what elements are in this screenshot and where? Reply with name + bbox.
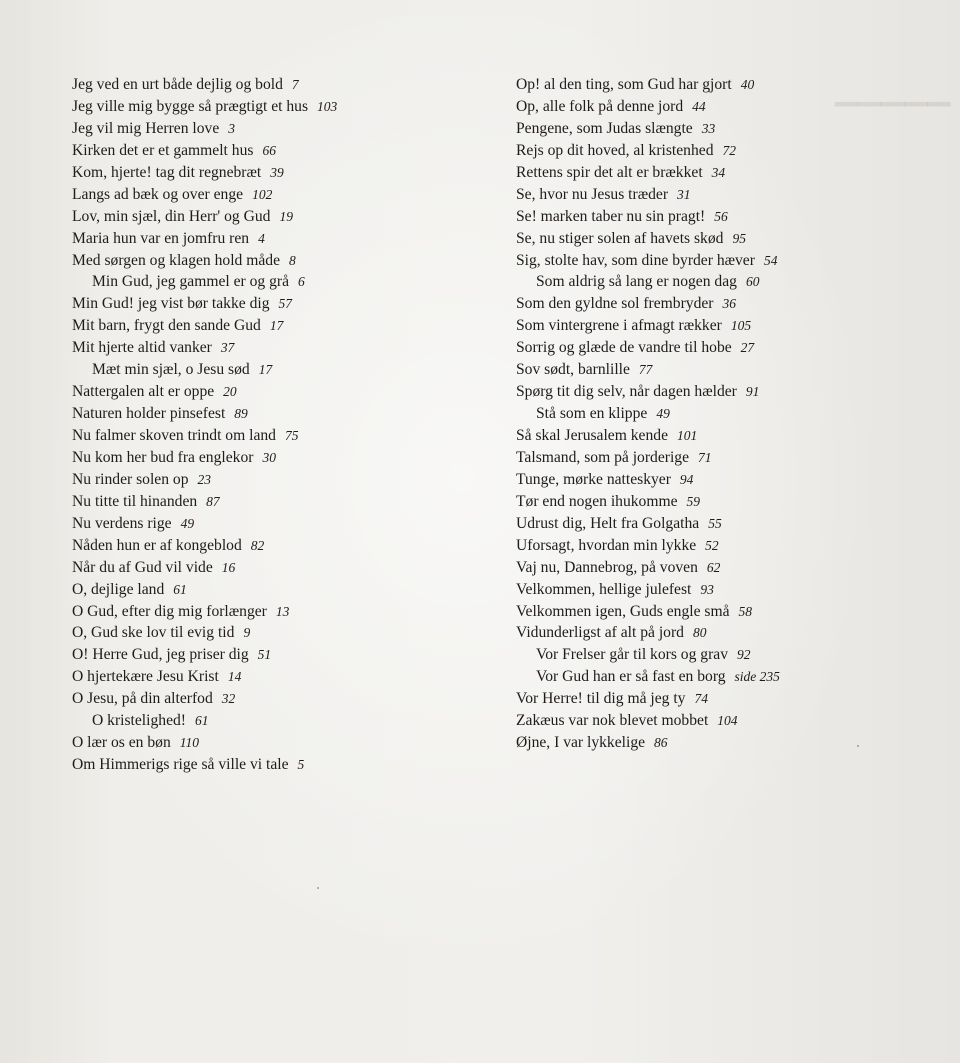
entry-title: Nattergalen alt er oppe (72, 383, 215, 401)
index-entry (72, 337, 337, 359)
index-entry (72, 732, 337, 754)
index-entry (516, 403, 780, 425)
entry-title: O Jesu, på din alterfod (72, 690, 213, 708)
entry-title: Uforsagt, hvordan min lykke (516, 536, 697, 554)
entry-title: Langs ad bæk og over enge (72, 185, 244, 203)
entry-page-number: 57 (278, 296, 292, 312)
entry-page-number: 75 (284, 428, 299, 443)
entry-page-number: 61 (173, 581, 187, 597)
entry-page-number: 20 (223, 384, 237, 400)
entry-page-number: 23 (197, 471, 211, 487)
entry-page-number: 110 (179, 735, 200, 751)
index-entry (72, 579, 337, 601)
entry-page-number: 82 (250, 537, 265, 553)
entry-page-number: 17 (269, 318, 284, 334)
entry-title: Udrust dig, Helt fra Golgatha (516, 514, 700, 532)
index-entry (72, 250, 337, 272)
entry-title: Vor Gud han er så fast en borg (536, 668, 726, 686)
index-entry (72, 293, 337, 315)
entry-page-number: 49 (656, 406, 670, 422)
entry-title: Kom, hjerte! tag dit regnebræt (72, 163, 262, 181)
entry-title: Nu verdens rige (72, 514, 172, 532)
entry-page-number: 33 (701, 120, 716, 136)
index-entry (72, 447, 337, 469)
entry-title: Pengene, som Judas slængte (516, 119, 693, 137)
index-entry (516, 579, 780, 601)
entry-title: O Gud, efter dig mig forlænger (72, 602, 267, 620)
entry-page-number: 93 (700, 581, 714, 597)
index-entry (72, 206, 337, 228)
index-column-right (516, 74, 780, 754)
entry-page-number: 77 (638, 362, 653, 378)
entry-title: Så skal Jerusalem kende (516, 427, 668, 444)
index-entry (72, 425, 337, 447)
entry-page-number: 32 (221, 691, 236, 707)
index-entry (516, 271, 780, 293)
entry-page-number: 51 (257, 647, 272, 663)
entry-page-number: 27 (740, 340, 755, 356)
entry-title: Velkommen, hellige julefest (516, 580, 692, 598)
entry-page-number: 56 (714, 208, 728, 224)
index-entry (72, 513, 337, 535)
index-entry (516, 206, 780, 228)
entry-page-number: 71 (698, 449, 712, 465)
entry-title: O lær os en bøn (72, 734, 171, 752)
entry-page-number: 14 (227, 669, 242, 685)
entry-page-number: side 235 (734, 669, 780, 685)
entry-page-number: 16 (221, 559, 236, 575)
index-entry (516, 140, 780, 162)
entry-title: O hjertekære Jesu Krist (72, 668, 219, 686)
entry-page-number: 4 (258, 230, 265, 246)
entry-title: Nu rinder solen op (72, 470, 189, 488)
entry-page-number: 103 (317, 98, 338, 114)
entry-page-number: 30 (262, 449, 276, 465)
entry-page-number: 74 (694, 691, 708, 707)
index-entry (72, 644, 337, 666)
entry-title: Nu falmer skoven trindt om land (72, 427, 276, 444)
index-entry (72, 162, 337, 184)
entry-page-number: 89 (234, 406, 248, 422)
index-entry (72, 118, 337, 140)
entry-title: Jeg vil mig Herren love (72, 119, 220, 137)
entry-page-number: 55 (708, 515, 722, 531)
entry-page-number: 61 (194, 713, 209, 729)
entry-title: Vaj nu, Dannebrog, på voven (516, 558, 698, 576)
entry-page-number: 3 (228, 120, 235, 136)
index-entry (516, 74, 780, 96)
entry-title: Mæt min sjæl, o Jesu sød (92, 361, 250, 379)
entry-title: Når du af Gud vil vide (72, 558, 213, 576)
entry-page-number: 87 (206, 493, 220, 509)
entry-page-number: 59 (686, 493, 701, 509)
entry-title: Nu kom her bud fra englekor (72, 448, 254, 466)
entry-title: Nåden hun er af kongeblod (72, 536, 242, 554)
index-entry (72, 140, 337, 162)
entry-title: Naturen holder pinsefest (72, 405, 226, 423)
index-entry (72, 381, 337, 403)
entry-title: Vidunderligst af alt på jord (516, 624, 684, 642)
entry-title: Stå som en klippe (536, 405, 648, 423)
index-entry (516, 644, 780, 666)
index-entry (516, 250, 780, 272)
entry-page-number: 9 (243, 625, 251, 641)
entry-title: Kirken det er et gammelt hus (72, 141, 254, 159)
entry-page-number: 34 (711, 164, 726, 180)
entry-page-number: 80 (692, 625, 707, 641)
index-entry (516, 447, 780, 469)
entry-title: Tør end nogen ihukomme (516, 492, 678, 510)
entry-title: O kristelighed! (92, 712, 186, 730)
index-entry (72, 359, 337, 381)
entry-title: Sov sødt, barnlille (516, 361, 630, 379)
entry-page-number: 37 (220, 340, 235, 356)
entry-page-number: 72 (722, 142, 736, 158)
index-entry (72, 557, 337, 579)
entry-page-number: 62 (706, 559, 721, 575)
entry-page-number: 8 (289, 252, 296, 268)
entry-page-number: 19 (279, 208, 293, 224)
entry-title: Nu titte til hinanden (72, 492, 198, 510)
entry-title: O, dejlige land (72, 580, 165, 598)
entry-title: Øjne, I var lykkelige (516, 734, 646, 752)
entry-title: Jeg ville mig bygge så prægtigt et hus (72, 97, 309, 115)
index-entry (72, 710, 337, 732)
entry-title: Om Himmerigs rige så ville vi tale (72, 756, 289, 774)
entry-title: Rejs op dit hoved, al kristenhed (516, 141, 714, 159)
entry-title: Se, nu stiger solen af havets skød (516, 229, 724, 247)
index-entry (516, 96, 780, 118)
entry-page-number: 101 (677, 428, 698, 443)
index-entry (516, 162, 780, 184)
index-entry (516, 228, 780, 250)
entry-page-number: 31 (677, 186, 691, 202)
index-entry (72, 469, 337, 491)
paper-fleck (857, 745, 859, 747)
entry-title: Op, alle folk på denne jord (516, 97, 684, 115)
entry-title: Min Gud, jeg gammel er og grå (92, 273, 290, 291)
entry-page-number: 91 (745, 384, 760, 400)
entry-page-number: 95 (732, 230, 746, 246)
entry-page-number: 7 (291, 77, 299, 92)
index-entry (72, 601, 337, 623)
entry-page-number: 6 (298, 274, 305, 290)
index-entry (516, 381, 780, 403)
entry-title: Jeg ved en urt både dejlig og bold (72, 76, 283, 93)
index-entry (72, 184, 337, 206)
entry-title: Sorrig og glæde de vandre til hobe (516, 339, 732, 357)
show-through-heading: ▁▁▁▁▁ (835, 73, 951, 106)
index-column-left (72, 74, 337, 776)
entry-page-number: 17 (258, 362, 273, 378)
entry-page-number: 39 (270, 164, 284, 180)
entry-page-number: 49 (180, 515, 195, 531)
index-entry (516, 359, 780, 381)
index-entry (72, 491, 337, 513)
entry-page-number: 54 (763, 252, 778, 268)
entry-title: Velkommen igen, Guds engle små (516, 602, 730, 620)
entry-title: Rettens spir det alt er brækket (516, 163, 703, 181)
entry-title: Vor Herre! til dig må jeg ty (516, 690, 686, 708)
index-entry (516, 535, 780, 557)
index-entry (516, 688, 780, 710)
entry-title: Mit barn, frygt den sande Gud (72, 317, 261, 335)
index-entry (516, 710, 780, 732)
entry-title: Som vintergrene i afmagt rækker (516, 317, 722, 335)
index-entry (72, 688, 337, 710)
index-entry (516, 491, 780, 513)
index-entry (72, 96, 337, 118)
entry-page-number: 105 (730, 318, 752, 334)
entry-title: Min Gud! jeg vist bør takke dig (72, 295, 270, 313)
index-entry (516, 622, 780, 644)
entry-title: Mit hjerte altid vanker (72, 339, 212, 357)
entry-title: Maria hun var en jomfru ren (72, 229, 250, 247)
entry-page-number: 86 (654, 735, 668, 751)
entry-title: Op! al den ting, som Gud har gjort (516, 76, 732, 93)
entry-page-number: 66 (262, 142, 276, 158)
index-entry (516, 557, 780, 579)
entry-page-number: 52 (705, 537, 719, 553)
entry-title: Som den gyldne sol frembryder (516, 295, 714, 313)
entry-title: Vor Frelser går til kors og grav (536, 646, 728, 664)
index-entry (72, 622, 337, 644)
entry-page-number: 13 (275, 603, 290, 619)
entry-page-number: 44 (692, 98, 706, 114)
index-entry (72, 666, 337, 688)
entry-page-number: 58 (738, 603, 753, 619)
entry-title: Med sørgen og klagen hold måde (72, 251, 281, 269)
index-entry (516, 666, 780, 688)
entry-title: O! Herre Gud, jeg priser dig (72, 646, 249, 664)
entry-title: Tunge, mørke natteskyer (516, 470, 671, 488)
index-entry (72, 754, 337, 776)
index-entry (516, 513, 780, 535)
entry-page-number: 36 (722, 296, 736, 312)
entry-title: Se, hvor nu Jesus træder (516, 185, 669, 203)
entry-page-number: 5 (297, 757, 305, 773)
index-entry (72, 271, 337, 293)
index-entry (72, 535, 337, 557)
index-entry (516, 469, 780, 491)
index-entry (516, 337, 780, 359)
entry-title: Talsmand, som på jorderige (516, 448, 689, 466)
entry-title: Zakæus var nok blevet mobbet (516, 712, 709, 730)
entry-title: Se! marken taber nu sin pragt! (516, 207, 706, 225)
entry-page-number: 104 (717, 713, 738, 729)
index-entry (72, 228, 337, 250)
index-entry (516, 425, 780, 447)
entry-title: Som aldrig så lang er nogen dag (536, 273, 737, 291)
index-entry (516, 293, 780, 315)
index-entry (72, 315, 337, 337)
index-entry (72, 74, 337, 96)
entry-page-number: 40 (740, 77, 755, 92)
index-entry (72, 403, 337, 425)
index-entry (516, 118, 780, 140)
paper-fleck (317, 887, 319, 889)
index-entry (516, 315, 780, 337)
entry-title: Sig, stolte hav, som dine byrder hæver (516, 251, 755, 269)
entry-page-number: 94 (679, 471, 694, 487)
entry-title: Spørg tit dig selv, når dagen hælder (516, 383, 737, 401)
entry-title: O, Gud ske lov til evig tid (72, 624, 235, 642)
entry-title: Lov, min sjæl, din Herr' og Gud (72, 207, 271, 225)
index-entry (516, 601, 780, 623)
index-entry (516, 732, 780, 754)
index-entry (516, 184, 780, 206)
entry-page-number: 92 (737, 647, 751, 663)
entry-page-number: 102 (252, 186, 273, 202)
entry-page-number: 60 (745, 274, 760, 290)
